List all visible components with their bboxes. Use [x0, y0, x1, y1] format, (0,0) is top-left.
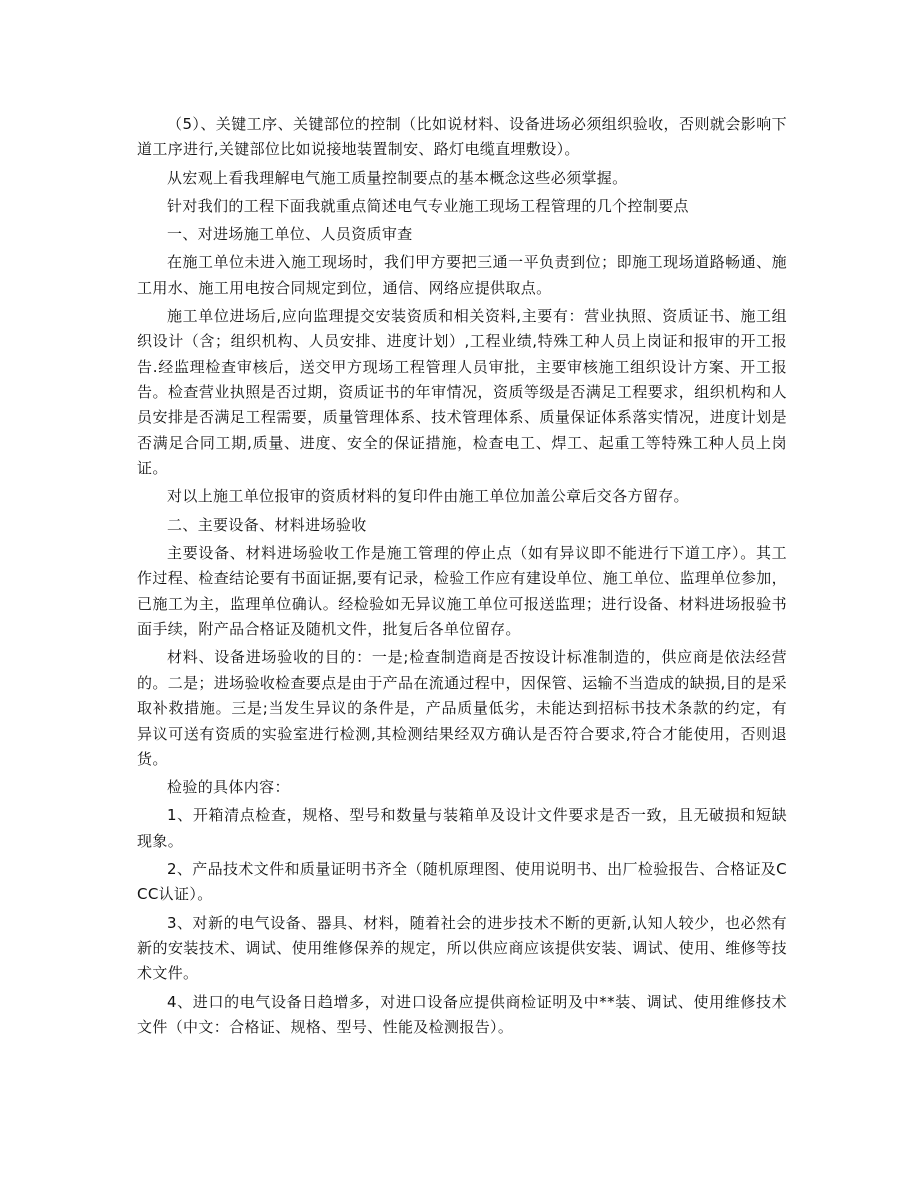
list-item-technical-documents: 2、产品技术文件和质量证明书齐全（随机原理图、使用说明书、出厂检验报告、合格证及CCC认证）。 [137, 859, 787, 904]
paragraph-qualification-materials: 施工单位进场后,应向监理提交安装资质和相关资料,主要有：营业执照、资质证书、施工组织设计（含；组织机构、人员安排、进度计划）,工程业绩,特殊工种人员上岗证和报审的开工报告.经监理检查审核后，送交甲方现场工程管理人员审批，主要审核施工组织设计方案、开工报告。检查营业执照是否过期，资质证书的年审情况，资质等级是否满足工程要求，组织机构和人员安排是否满足工程需要，质量管理体系、技术管理体系、质量保证体系落实情况，进度计划是否满足合同工期,质量、进度、安全的保证措施，检查电工、焊工、起重工等特殊工种人员上岗证。 [137, 306, 787, 478]
list-item-imported-equipment: 4、进口的电气设备日趋增多，对进口设备应提供商检证明及中**装、调试、使用维修技术文件（中文：合格证、规格、型号、性能及检测报告）。 [137, 992, 787, 1036]
paragraph-key-process-control: （5）、关键工序、关键部位的控制（比如说材料、设备进场必须组织验收，否则就会影响下道工序进行,关键部位比如说接地装置制安、路灯电缆直埋敷设）。 [137, 115, 787, 159]
paragraph-acceptance-purpose: 材料、设备进场验收的目的：一是;检查制造商是否按设计标准制造的，供应商是依法经营的。二是；进场验收检查要点是由于产品在流通过程中，因保管、运输不当造成的缺损,目的是采取补救措施。三是;当发生异议的条件是，产品质量低劣，未能达到招标书技术条款的约定，有异议可送有资质的实验室进行检测,其检测结果经双方确认是否符合要求,符合才能使用，否则退货。 [137, 648, 787, 768]
section-heading-qualification-review: 一、对进场施工单位、人员资质审查 [167, 225, 413, 244]
paragraph-copies-retention: 对以上施工单位报审的资质材料的复印件由施工单位加盖公章后交各方留存。 [167, 487, 689, 506]
document-body [137, 112, 787, 1043]
paragraph-control-points-intro: 针对我们的工程下面我就重点简述电气专业施工现场工程管理的几个控制要点 [167, 196, 689, 215]
paragraph-site-preparation: 在施工单位未进入施工现场时，我们甲方要把三通一平负责到位；即施工现场道路畅通、施工用水、施工用电按合同规定到位，通信、网络应提供取点。 [137, 253, 787, 297]
list-item-unpacking-check: 1、开箱清点检查，规格、型号和数量与装箱单及设计文件要求是否一致，且无破损和短缺现象。 [137, 806, 787, 850]
paragraph-inspection-contents-title: 检验的具体内容： [167, 778, 290, 797]
paragraph-acceptance-hold-point: 主要设备、材料进场验收工作是施工管理的停止点（如有异议即不能进行下道工序）。其工作过程、检查结论要有书面证据,要有记录，检验工作应有建设单位、施工单位、监理单位参加，已施工为主，监理单位确认。经检验如无异议施工单位可报送监理；进行设备、材料进场报验书面手续，附产品合格证及随机文件，批复后各单位留存。 [137, 543, 787, 639]
list-item-new-equipment: 3、对新的电气设备、器具、材料，随着社会的进步技术不断的更新,认知人较少，也必然有新的安装技术、调试、使用维修保养的规定，所以供应商应该提供安装、调试、使用、维修等技术文件。 [137, 913, 787, 983]
paragraph-macro-concept: 从宏观上看我理解电气施工质量控制要点的基本概念这些必须掌握。 [167, 168, 628, 187]
section-heading-equipment-acceptance: 二、主要设备、材料进场验收 [167, 515, 367, 534]
